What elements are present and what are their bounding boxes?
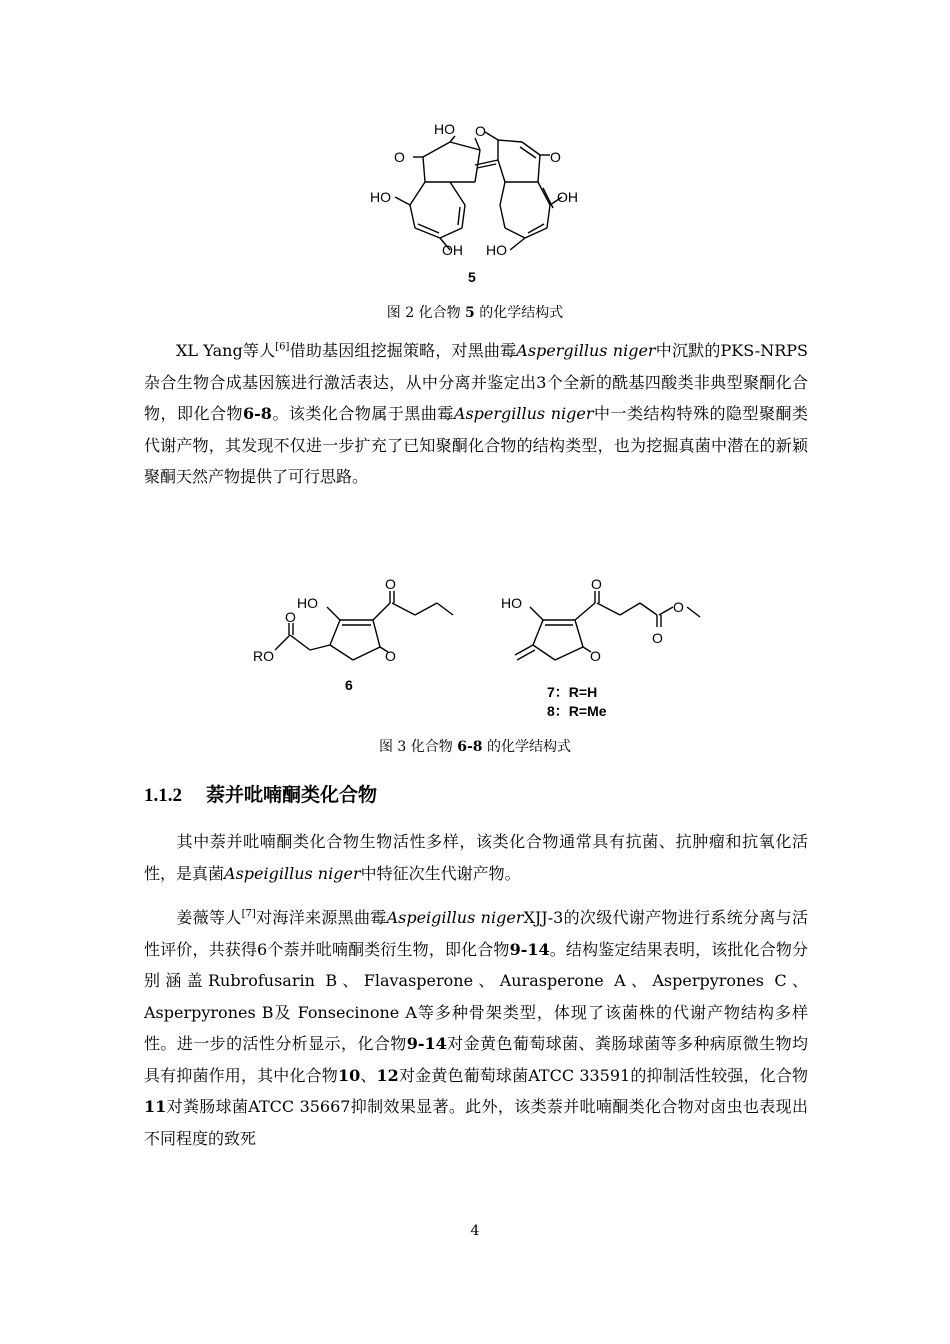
text-run: 其中萘并吡喃酮类化合物生物活性多样，该类化合物通常具有抗菌、抗肿瘤和抗氧化活性，是真菌	[144, 832, 808, 883]
text-run: 对粪肠球菌ATCC 35667抑制效果显著。此外，该类萘并吡喃酮类化合物对卤虫也表现出不同程度的致死	[144, 1097, 808, 1148]
compound-6-8-diagram	[245, 575, 715, 725]
caption-text: 的化学结构式	[482, 739, 571, 755]
label-ro: RO	[253, 648, 274, 664]
compound-ref: 12	[376, 1065, 399, 1085]
figure-2-structure	[350, 110, 610, 290]
citation-ref: [6]	[275, 341, 290, 353]
label-o-left: O	[394, 149, 405, 165]
label-ho-bottom-right: HO	[486, 242, 507, 258]
text-run: XL Yang等人	[176, 341, 276, 360]
compound-ref: 11	[144, 1097, 167, 1116]
page-number: 4	[470, 1223, 480, 1239]
section-title: 萘并吡喃酮类化合物	[206, 784, 378, 806]
label-oh-bottom-left: OH	[442, 242, 463, 258]
section-number: 1.1.2	[144, 785, 182, 806]
caption-compound: 6-8	[457, 739, 483, 755]
paragraph-3	[144, 902, 808, 1154]
compound-ref: 9-14	[406, 1034, 447, 1053]
text-run: 借助基因组挖掘策略，对黑曲霉	[289, 341, 517, 360]
compound-ref: 10	[337, 1065, 361, 1085]
figure-2-caption	[0, 304, 950, 322]
caption-text: 图 3 化合物	[378, 739, 458, 755]
citation-ref: [7]	[241, 908, 256, 920]
label-ho-top: HO	[434, 121, 455, 137]
figure-3-caption	[0, 738, 950, 756]
label-o-ring-6: O	[385, 648, 396, 664]
text-run: 中一类结构特殊的隐型聚酮类代谢产物，其发现不仅进一步扩充了已知聚酮化合物的结构类型，也为挖掘真菌中潜在的新颖聚酮天然产物提供了可行思路。	[144, 404, 808, 486]
label-o-ring: O	[475, 123, 486, 139]
compound-number-8: 8：R=Me	[547, 703, 607, 719]
compound-number-5: 5	[468, 269, 476, 285]
label-ho-7: HO	[501, 595, 522, 611]
text-run: 对海洋来源黑曲霉	[255, 908, 387, 927]
label-o-top-7: O	[591, 576, 602, 592]
text-run: 中特征次生代谢产物。	[360, 863, 521, 883]
text-run: 姜薇等人	[176, 908, 242, 927]
label-ho-6: HO	[297, 595, 318, 611]
paragraph-2	[144, 826, 808, 889]
label-o-top-6: O	[385, 576, 396, 592]
text-run: 对金黄色葡萄球菌、粪肠球菌等多种病原微生物均具有抑菌作用，其中化合物	[144, 1034, 808, 1085]
species-name: Aspergillus niger	[453, 404, 594, 423]
label-o-ester-single: O	[673, 599, 684, 615]
caption-text: 图 2 化合物	[386, 305, 466, 321]
section-heading	[144, 780, 377, 807]
compound-ref: 9-14	[509, 939, 550, 959]
species-name: Aspeigillus niger	[224, 863, 361, 883]
text-run: 、	[360, 1065, 377, 1085]
compound-ref: 6-8	[243, 404, 272, 423]
text-run: 对金黄色葡萄球菌ATCC 33591的抑制活性较强，化合物	[398, 1065, 808, 1085]
label-o-ring-7: O	[590, 648, 601, 664]
label-ho-left: HO	[370, 189, 391, 205]
figure-3-structure	[245, 575, 715, 725]
text-run: 。结构鉴定结果表明，该批化合物分别涵盖Rubrofusarin B、Flavasperone、Aurasperone A、Asperpyrones C、Asperpyrones B及 Fonsecinone A等多种骨架类型，体现了该菌株的代谢产物结构多样性。进一步的活性分析显示，化合物	[144, 939, 808, 1053]
text-run: 。该类化合物属于黑曲霉	[271, 404, 454, 423]
label-o-ester-6: O	[285, 609, 296, 625]
text-run: XJJ-3的次级代谢产物进行系统分离与活性评价，共获得6个萘并吡喃酮类衍生物，即化合物	[144, 908, 808, 959]
species-name: Aspergillus niger	[516, 341, 656, 360]
compound-number-6: 6	[345, 677, 353, 693]
compound-number-7: 7：R=H	[547, 684, 598, 700]
label-o-ester-double: O	[652, 630, 663, 646]
label-oh-right: OH	[557, 189, 578, 205]
label-o-right: O	[550, 149, 561, 165]
text-run: 中沉默的PKS-NRPS杂合生物合成基因簇进行激活表达，从中分离并鉴定出3个全新的酰基四酸类非典型聚酮化合物，即化合物	[144, 341, 808, 423]
compound-5-diagram	[350, 110, 610, 290]
caption-text: 的化学结构式	[474, 305, 564, 321]
caption-compound: 5	[465, 305, 475, 321]
species-name: Aspeigillus niger	[386, 908, 524, 927]
paragraph-1	[144, 335, 808, 493]
